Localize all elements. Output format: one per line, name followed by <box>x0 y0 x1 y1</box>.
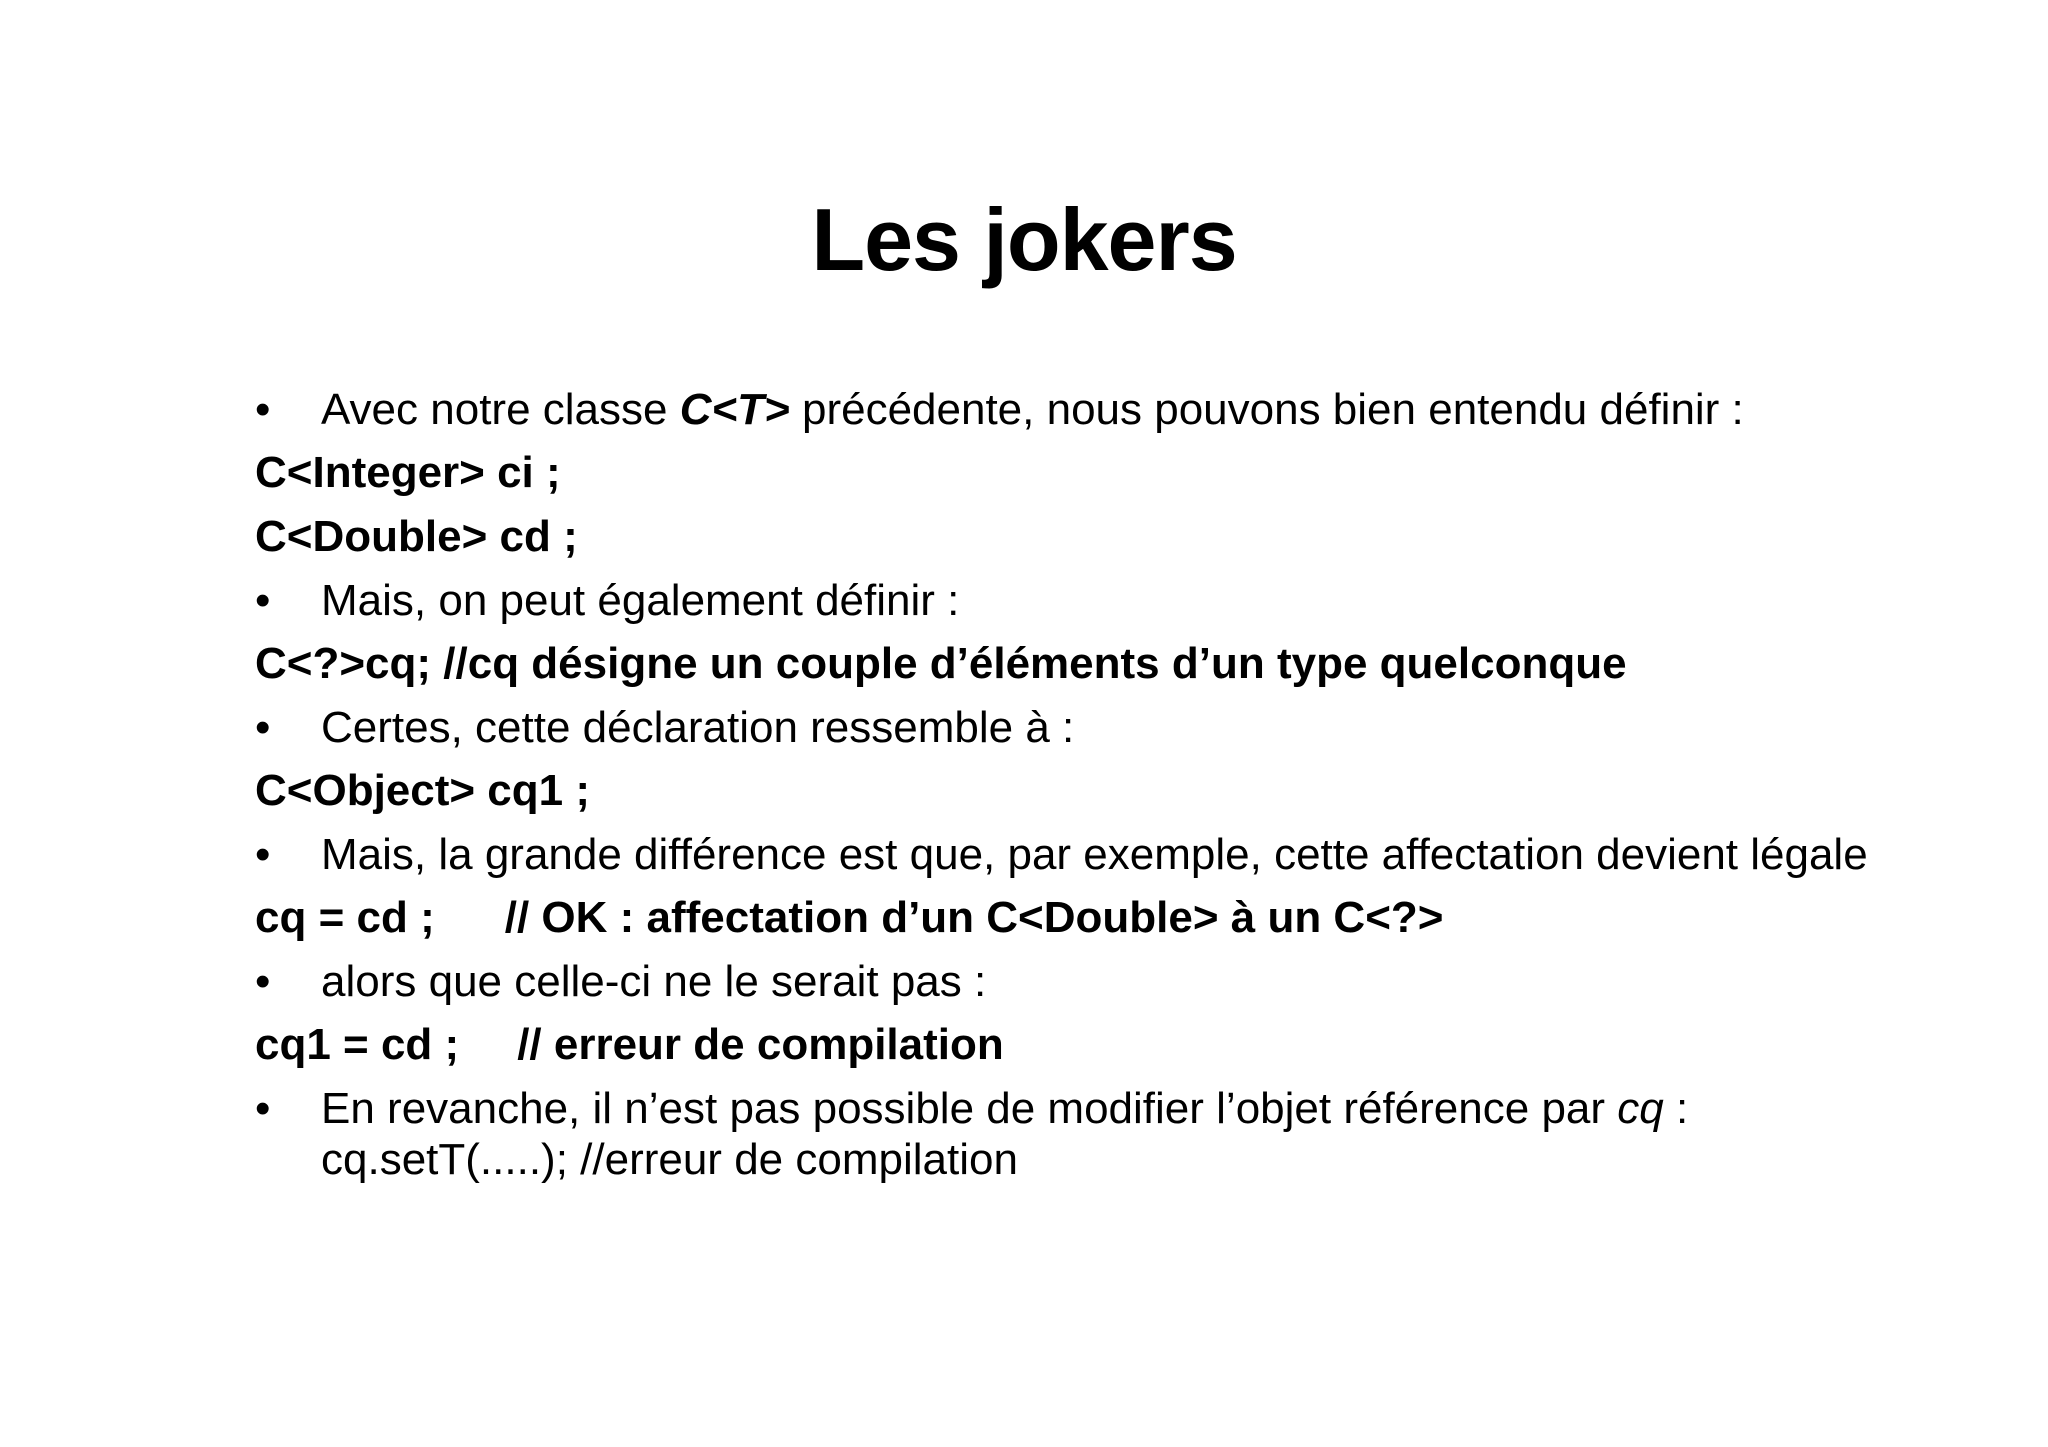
bullet-text: Mais, la grande différence est que, par exemple, cette affectation devient légale <box>321 830 1868 879</box>
bullet-text: : <box>1663 1084 1689 1133</box>
bullet-text: Certes, cette déclaration ressemble à : <box>321 703 1075 752</box>
bullet-text: précédente, nous pouvons bien entendu définir : <box>789 385 1744 434</box>
code-line: C<Object> cq1 ; <box>255 766 591 815</box>
class-name: C<T> <box>679 385 790 434</box>
bullet-icon: • <box>255 576 271 625</box>
code-line: C<Double> cd ; <box>255 512 578 561</box>
bullet-item <box>255 384 1895 435</box>
bullet-text: Avec notre classe <box>321 385 680 434</box>
bullet-item <box>255 829 1895 880</box>
bullet-icon: • <box>255 703 271 752</box>
bullet-icon: • <box>255 1084 271 1133</box>
code-statement: cq = cd ; <box>255 893 435 942</box>
code-line <box>255 1019 1895 1070</box>
code-line: C<Integer> ci ; <box>255 448 561 497</box>
slide-title: Les jokers <box>811 190 1237 289</box>
bullet-icon: • <box>255 830 271 879</box>
code-line: C<?>cq; //cq désigne un couple d’éléments d’un type quelconque <box>255 639 1627 688</box>
bullet-text: Mais, on peut également définir : <box>321 576 960 625</box>
bullet-text-line2: cq.setT(.....); //erreur de compilation <box>321 1135 1018 1184</box>
code-comment: // erreur de compilation <box>517 1020 1004 1069</box>
bullet-icon: • <box>255 385 271 434</box>
bullet-item <box>255 956 1895 1007</box>
bullet-text: En revanche, il n’est pas possible de modifier l’objet référence par <box>321 1084 1618 1133</box>
code-line <box>255 892 1895 943</box>
variable-name: cq <box>1617 1084 1664 1133</box>
bullet-icon: • <box>255 957 271 1006</box>
bullet-item <box>255 1083 1895 1185</box>
code-comment: // OK : affectation d’un C<Double> à un C<?> <box>504 893 1444 942</box>
bullet-text: alors que celle-ci ne le serait pas : <box>321 957 987 1006</box>
slide-content <box>255 384 1895 1197</box>
code-statement: cq1 = cd ; <box>255 1020 460 1069</box>
bullet-item <box>255 575 1895 626</box>
bullet-item <box>255 702 1895 753</box>
